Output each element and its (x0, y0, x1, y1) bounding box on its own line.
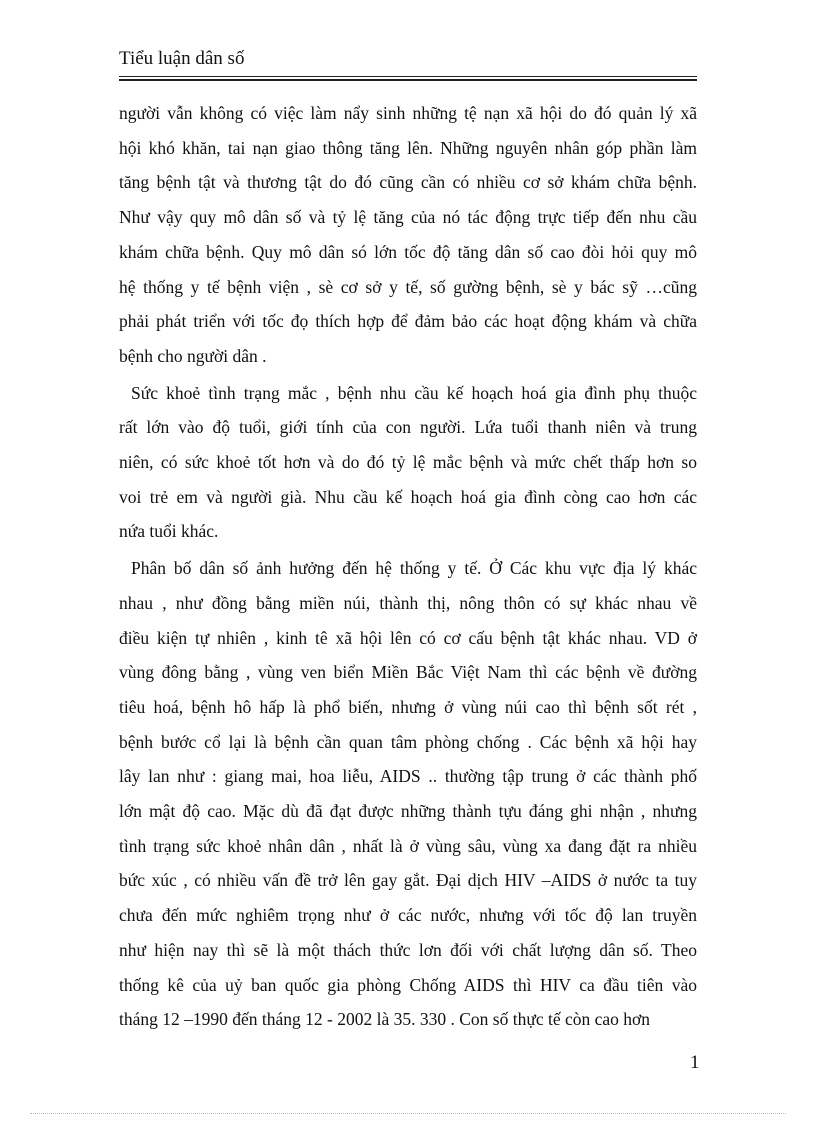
text-line: điều kiện tự nhiên , kinh tê xã hội lên có cơ cấu bệnh tật khác nhau. VD ở (119, 627, 697, 648)
document-body (119, 96, 697, 1039)
text-line: lớn mật độ cao. Mặc dù đã đạt được những thành tựu đáng ghi nhận , nhưng (119, 801, 697, 822)
text-line: Sức khoẻ tình trạng mắc , bệnh nhu cầu kế hoạch hoá gia đình phụ thuộc (131, 382, 697, 403)
text-line: thống kê của uỷ ban quốc gia phòng Chống AIDS thì HIV ca đầu tiên vào (119, 974, 697, 995)
text-line: Phân bố dân số ảnh hưởng đến hệ thống y tế. Ở Các khu vực địa lý khác (131, 558, 697, 579)
text-line: rất lớn vào độ tuổi, giới tính của con người. Lứa tuổi thanh niên và trung (119, 417, 697, 438)
text-line: phải phát triển với tốc đọ thích hợp để đảm bảo các hoạt động khám và chữa (119, 311, 697, 332)
footer-divider (30, 1113, 786, 1114)
text-line: Như vậy quy mô dân số và tỷ lệ tăng của nó tác động trực tiếp đến nhu cầu (119, 207, 697, 228)
text-line: tình trạng sức khoẻ nhân dân , nhất là ở vùng sâu, vùng xa đang đặt ra nhiều (119, 835, 697, 856)
text-line: chưa đến mức nghiêm trọng như ở các nước, nhưng với tốc độ lan truyền (119, 905, 697, 926)
text-line: người vẫn không có việc làm nẩy sinh những tệ nạn xã hội do đó quản lý xã (119, 103, 697, 123)
paragraph-1 (119, 96, 697, 374)
text-line: niên, có sức khoẻ tốt hơn và do đó tỷ lệ mắc bệnh và mức chết thấp hơn so (119, 452, 697, 473)
text-line: nứa tuổi khác. (119, 521, 219, 542)
text-line: khám chữa bệnh. Quy mô dân só lớn tốc độ tăng dân số cao đòi hỏi quy mô (119, 241, 697, 262)
text-line: hệ thống y tế bệnh viện , sè cơ sở y tế, số gường bệnh, sè y bác sỹ …cũng (119, 276, 697, 297)
text-line: nhau , như đồng bằng miền núi, thành thị, nông thôn có sự khác nhau về (119, 592, 697, 613)
text-line: bức xúc , có nhiều vấn đề trở lên gay gắt. Đại dịch HIV –AIDS ở nước ta tuy (119, 870, 697, 891)
header-divider (119, 76, 697, 81)
text-line: tháng 12 –1990 đến tháng 12 - 2002 là 35. 330 . Con số thực tế còn cao hơn (119, 1009, 651, 1030)
text-line: lây lan như : giang mai, hoa liễu, AIDS .. thường tập trung ở các thành phố (119, 766, 697, 787)
text-line: tăng bệnh tật và thương tật do đó cũng cần có nhiều cơ sở khám chữa bệnh. (119, 172, 697, 193)
text-line: như hiện nay thì sẽ là một thách thức lơn đối với chất lượng dân số. Theo (119, 939, 697, 960)
page-number: 1 (690, 1052, 700, 1073)
text-line: voi trẻ em và người già. Nhu cầu kế hoạch hoá gia đình còng cao hơn các (119, 486, 697, 507)
paragraph-2 (119, 376, 697, 550)
paragraph-3 (119, 551, 697, 1037)
text-line: tiêu hoá, bệnh hô hấp là phổ biến, nhưng ở vùng núi cao thì bệnh sốt rét , (119, 696, 697, 717)
page-header-title: Tiểu luận dân số (119, 48, 245, 69)
text-line: hội khó khăn, tai nạn giao thông tăng lên. Những nguyên nhân góp phần làm (119, 137, 697, 158)
text-line: bệnh bước cổ lại là bệnh cần quan tâm phòng chống . Các bệnh xã hội hay (119, 731, 697, 752)
text-line: bệnh cho người dân . (119, 345, 267, 366)
text-line: vùng đông bằng , vùng ven biển Miền Bắc Việt Nam thì các bệnh về đường (119, 662, 697, 683)
